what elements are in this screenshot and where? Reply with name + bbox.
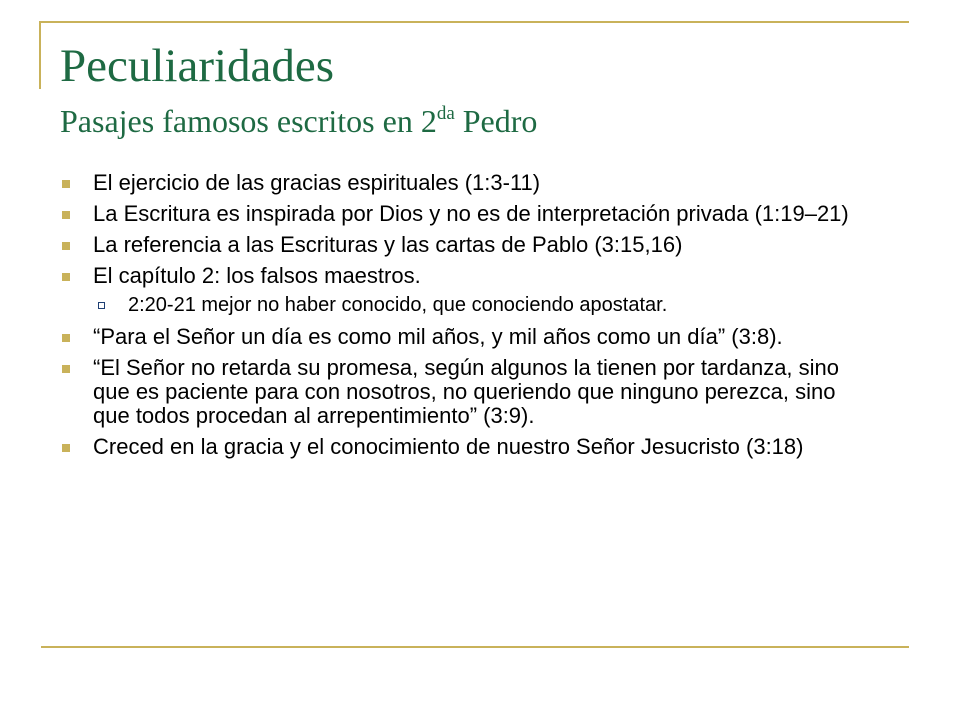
bullet-list xyxy=(60,171,860,466)
bullet-text: “El Señor no retarda su promesa, según algunos la tienen por tardanza, sino que es paciente para con nosotros, no queriendo que ninguno perezca, sino que todos procedan al arrepentimiento” (3:9). xyxy=(93,355,840,428)
square-bullet-icon xyxy=(62,334,70,342)
square-bullet-icon xyxy=(62,273,70,281)
square-bullet-icon xyxy=(62,180,70,188)
square-bullet-icon xyxy=(62,211,70,219)
slide-title: Peculiaridades xyxy=(60,40,335,92)
sub-bullet-item xyxy=(60,293,860,317)
bullet-item xyxy=(60,356,860,428)
subtitle-text: Pasajes famosos escritos en 2 xyxy=(60,103,437,139)
square-bullet-icon xyxy=(62,365,70,373)
top-rule xyxy=(41,21,909,23)
bullet-text: Creced en la gracia y el conocimiento de nuestro Señor Jesucristo (3:18) xyxy=(93,434,804,459)
bullet-item xyxy=(60,171,860,195)
bullet-text: La referencia a las Escrituras y las cartas de Pablo (3:15,16) xyxy=(93,232,683,257)
subtitle-superscript: da xyxy=(436,103,455,124)
sub-bullet-text: 2:20-21 mejor no haber conocido, que conociendo apostatar. xyxy=(128,294,668,316)
square-bullet-icon xyxy=(62,444,70,452)
bottom-rule xyxy=(41,646,909,648)
bullet-item xyxy=(60,233,860,257)
hollow-square-bullet-icon xyxy=(98,302,105,309)
bullet-item xyxy=(60,264,860,288)
bullet-text: “Para el Señor un día es como mil años, y mil años como un día” (3:8). xyxy=(93,324,783,349)
subtitle-book: Pedro xyxy=(454,103,538,139)
bullet-item xyxy=(60,202,860,226)
slide-subtitle xyxy=(60,100,537,142)
bullet-item xyxy=(60,435,860,459)
bullet-item xyxy=(60,325,860,349)
bullet-text: El capítulo 2: los falsos maestros. xyxy=(93,263,421,288)
square-bullet-icon xyxy=(62,242,70,250)
bullet-text: La Escritura es inspirada por Dios y no es de interpretación privada (1:19–21) xyxy=(93,201,849,226)
left-rule xyxy=(39,21,41,89)
bullet-text: El ejercicio de las gracias espirituales (1:3-11) xyxy=(93,170,541,195)
